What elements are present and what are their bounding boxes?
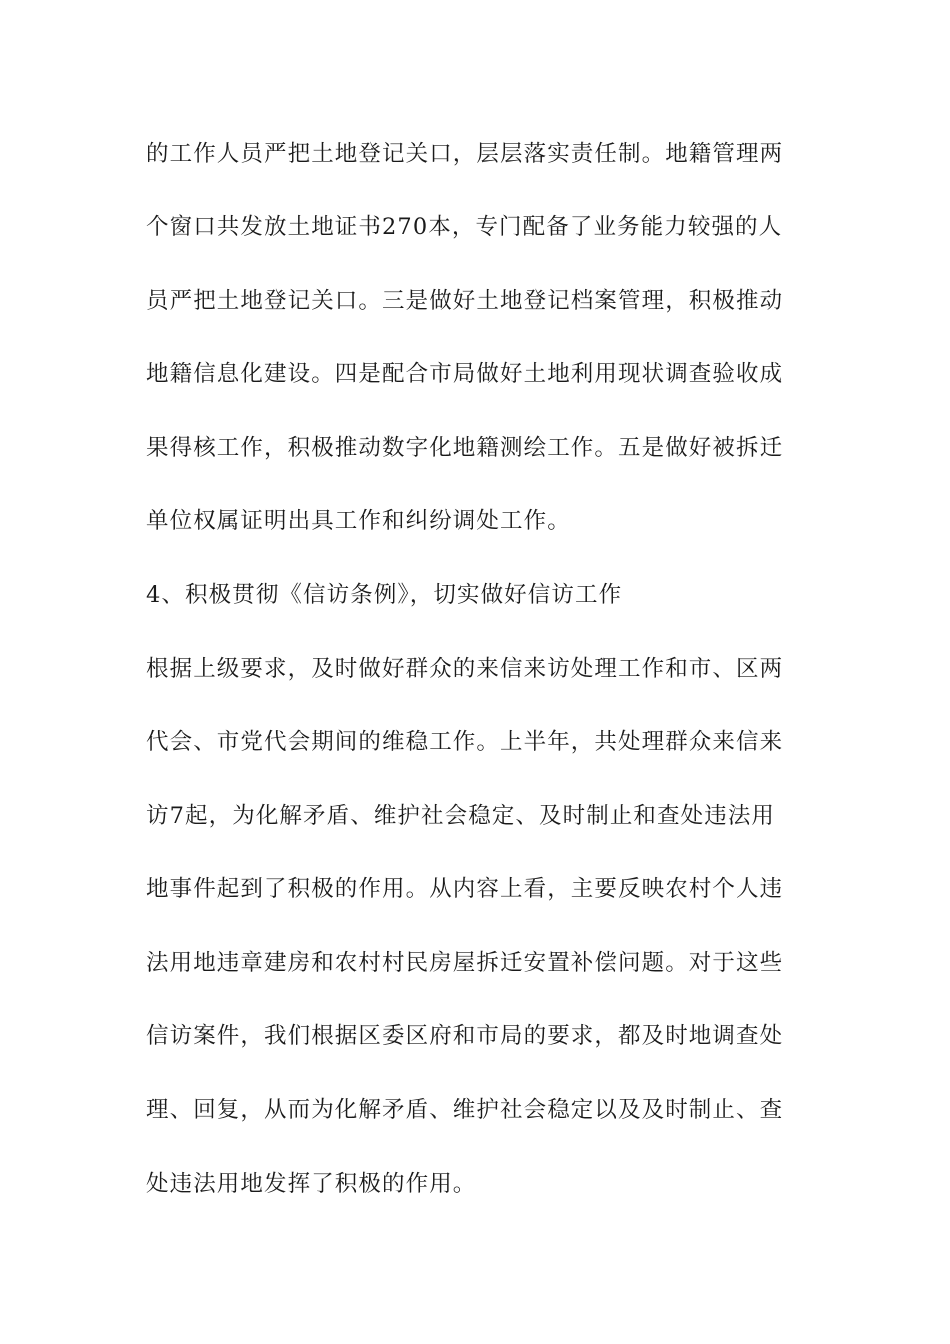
text-line: 地事件起到了积极的作用。从内容上看，主要反映农村个人违 xyxy=(146,876,784,902)
text-line: 个窗口共发放土地证书270本，专门配备了业务能力较强的人 xyxy=(146,214,783,240)
text-line: 单位权属证明出具工作和纠纷调处工作。 xyxy=(146,508,571,534)
text-line: 果得核工作，积极推动数字化地籍测绘工作。五是做好被拆迁 xyxy=(146,435,784,461)
text-line: 员严把土地登记关口。三是做好土地登记档案管理，积极推动 xyxy=(146,288,784,314)
section-heading: 4、积极贯彻《信访条例》，切实做好信访工作 xyxy=(146,582,623,608)
text-line: 理、回复，从而为化解矛盾、维护社会稳定以及及时制止、查 xyxy=(146,1097,784,1123)
text-line: 信访案件，我们根据区委区府和市局的要求，都及时地调查处 xyxy=(146,1023,784,1049)
text-line: 根据上级要求，及时做好群众的来信来访处理工作和市、区两 xyxy=(146,656,784,682)
text-line: 处违法用地发挥了积极的作用。 xyxy=(146,1171,477,1197)
text-line: 代会、市党代会期间的维稳工作。上半年，共处理群众来信来 xyxy=(146,729,784,755)
text-line: 地籍信息化建设。四是配合市局做好土地利用现状调查验收成 xyxy=(146,361,784,387)
text-line: 的工作人员严把土地登记关口，层层落实责任制。地籍管理两 xyxy=(146,141,784,167)
text-line: 访7起，为化解矛盾、维护社会稳定、及时制止和查处违法用 xyxy=(146,803,776,829)
text-line: 法用地违章建房和农村村民房屋拆迁安置补偿问题。对于这些 xyxy=(146,950,784,976)
